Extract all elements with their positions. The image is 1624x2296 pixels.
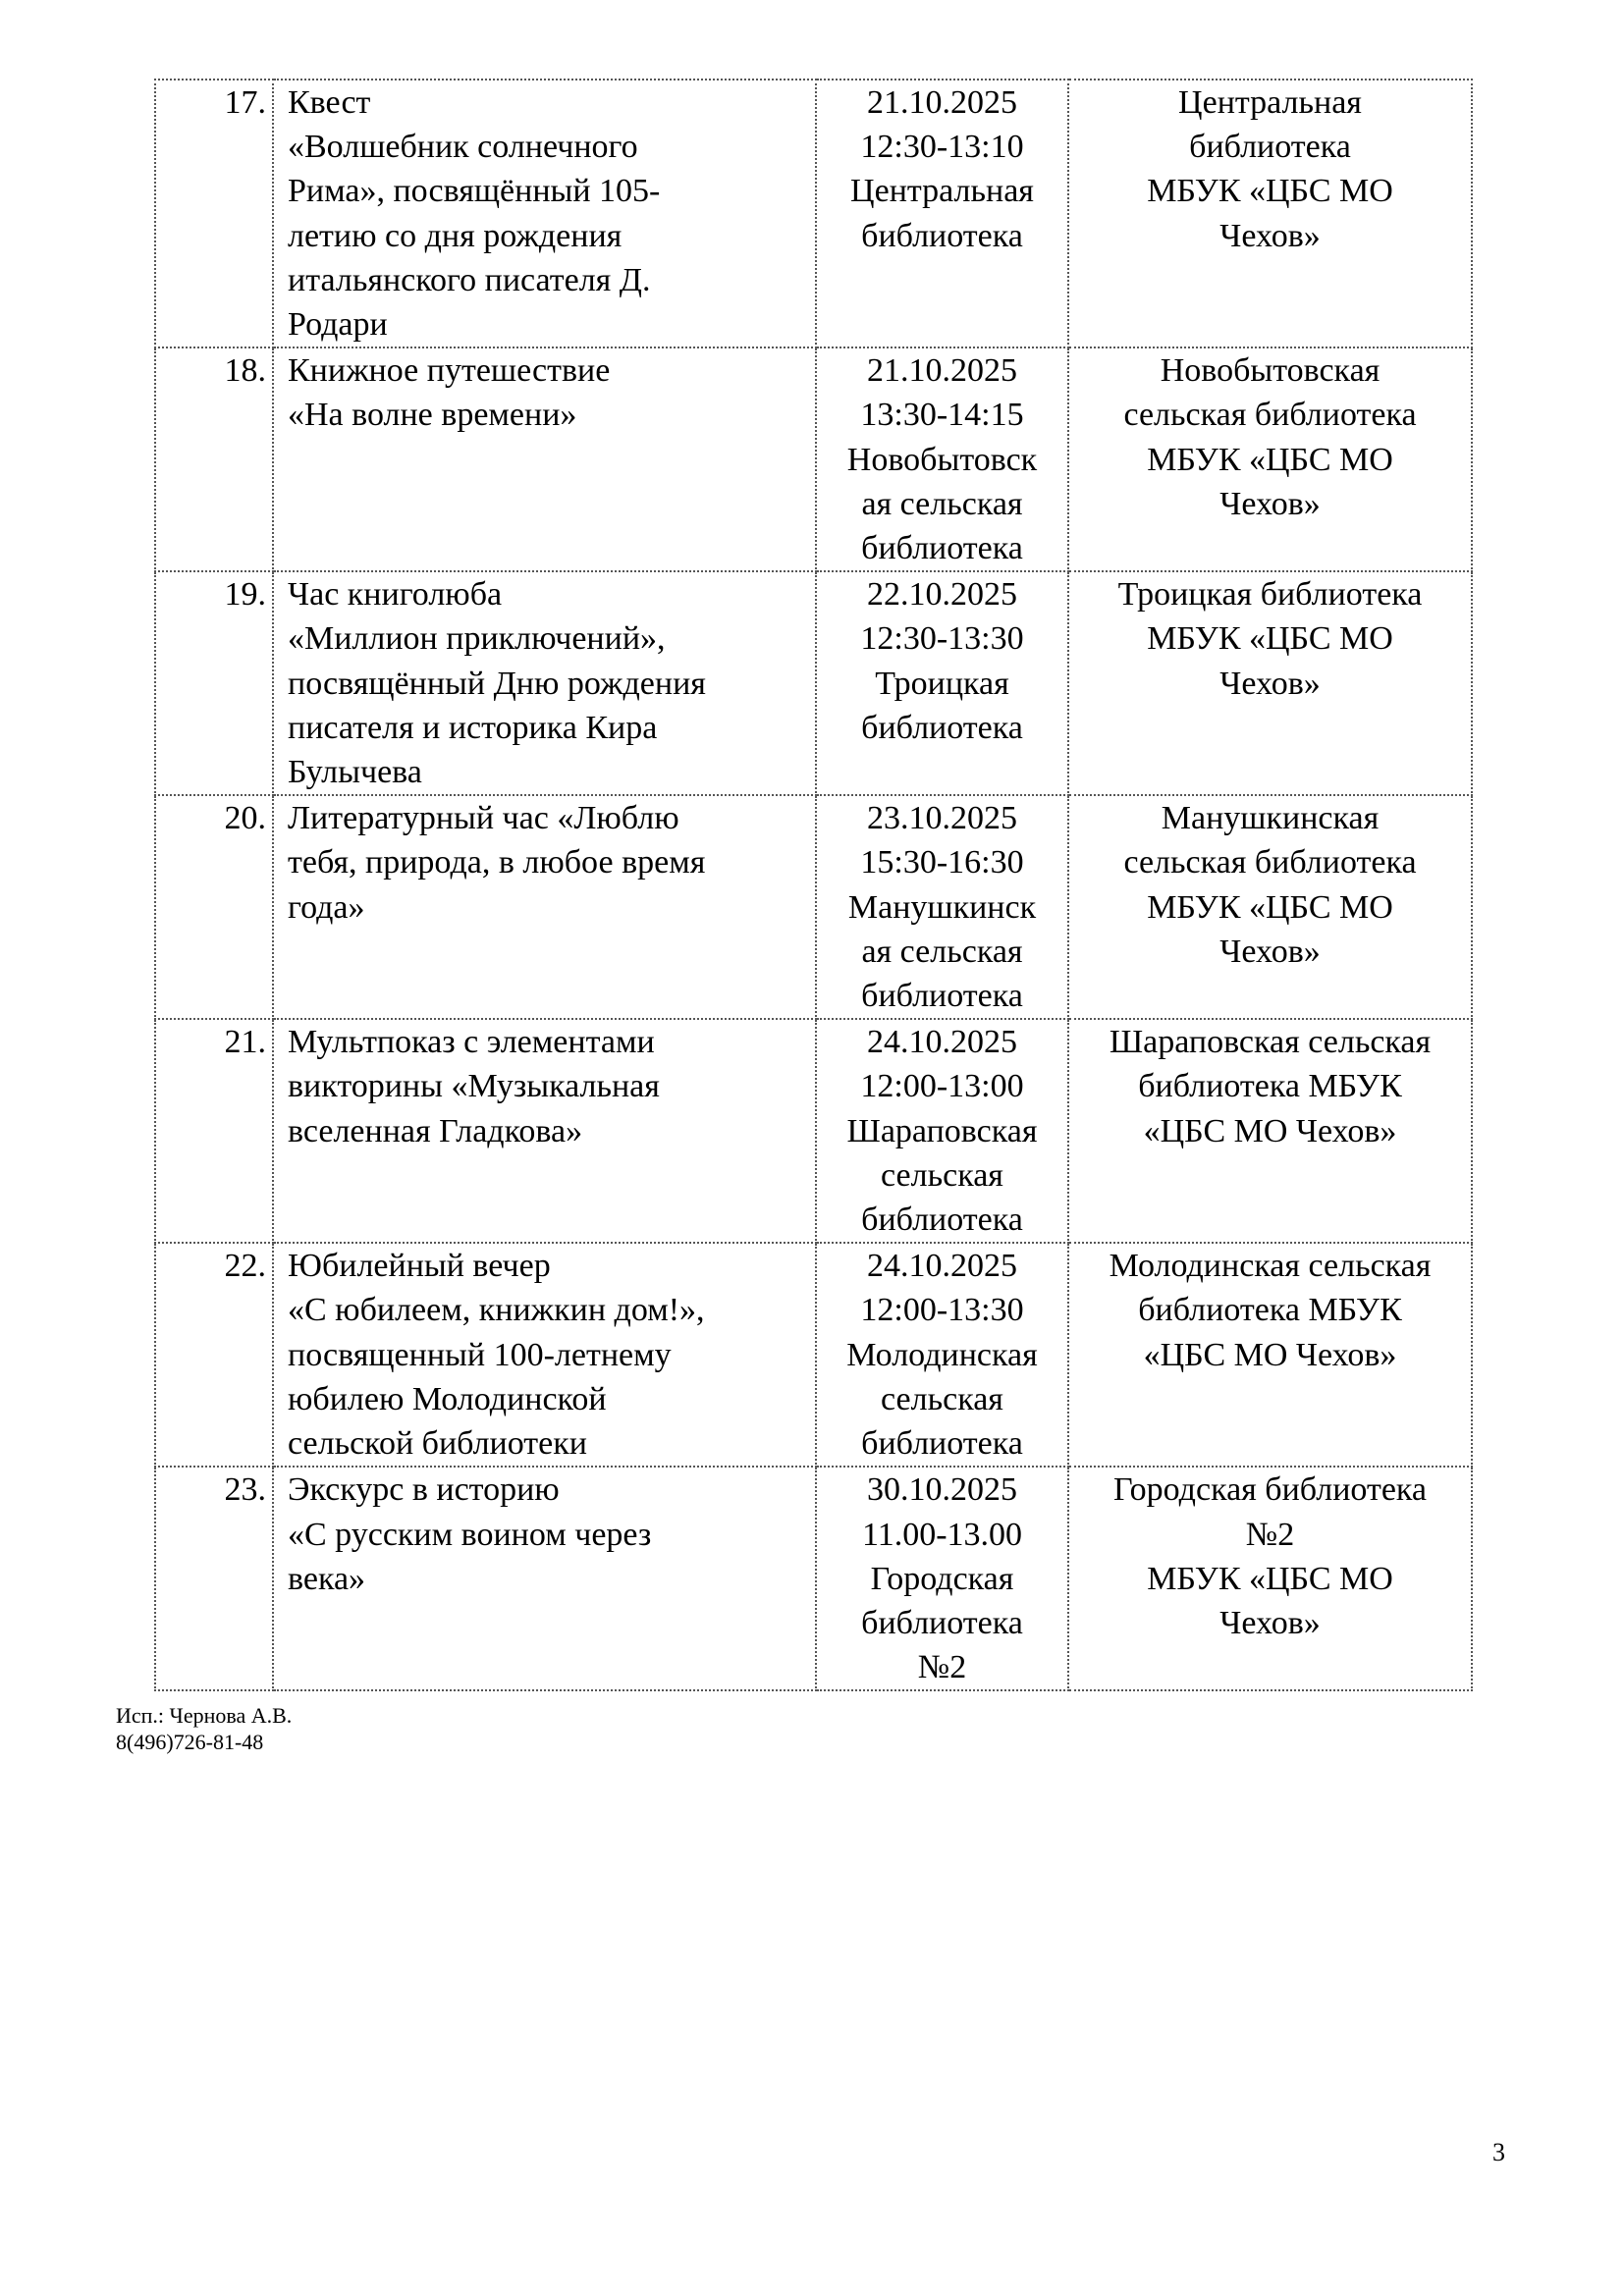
event-date-line: 24.10.2025 (867, 1248, 1017, 1285)
event-venue-line: Городская (870, 1560, 1014, 1597)
event-name-line: Книжное путешествие (288, 352, 611, 390)
event-name-line: итальянского писателя Д. (288, 261, 651, 298)
organizer-line: Шараповская сельская (1109, 1024, 1432, 1061)
row-number (155, 1467, 273, 1690)
organizer-line: сельская библиотека (1123, 844, 1417, 881)
row-number (155, 1243, 273, 1467)
event-name-line: викторины «Музыкальная (288, 1068, 660, 1105)
event-name-cell (273, 571, 816, 795)
organizer-cell (1068, 1467, 1472, 1690)
organizer-cell (1068, 571, 1472, 795)
event-venue-line: Новобытовск (846, 441, 1038, 478)
organizer-line: №2 (1245, 1516, 1295, 1553)
organizer-line: МБУК «ЦБС МО (1147, 1560, 1393, 1597)
event-name-line: Юбилейный вечер (288, 1248, 551, 1285)
event-venue-line: библиотека (861, 1425, 1023, 1463)
organizer-line: Чехов» (1219, 665, 1321, 702)
row-number (155, 80, 273, 347)
event-time-line: 13:30-14:15 (860, 397, 1024, 434)
event-date-cell (816, 795, 1068, 1019)
organizer-line: Манушкинская (1161, 800, 1380, 837)
event-venue-line: сельская (881, 1380, 1003, 1417)
events-table (154, 79, 1473, 1691)
table-row (155, 1467, 1472, 1690)
event-date-line: 21.10.2025 (867, 84, 1017, 121)
row-number (155, 795, 273, 1019)
table-row (155, 571, 1472, 795)
event-venue-line: библиотека (861, 1604, 1023, 1641)
row-number (155, 347, 273, 571)
event-venue-line: ая сельская (861, 933, 1023, 970)
page-number: 3 (1492, 2138, 1505, 2166)
organizer-cell (1068, 795, 1472, 1019)
event-time-line: 12:30-13:10 (860, 129, 1024, 166)
event-name-cell (273, 80, 816, 347)
organizer-line: Городская библиотека (1112, 1471, 1427, 1509)
event-name-line: «На волне времени» (288, 397, 577, 434)
event-name-line: «Волшебник солнечного (288, 129, 638, 166)
event-venue-line: сельская (881, 1156, 1003, 1194)
event-name-line: века» (288, 1560, 366, 1597)
organizer-line: Новобытовская (1160, 352, 1380, 390)
event-name-cell (273, 1019, 816, 1243)
event-venue-line: №2 (917, 1649, 967, 1686)
event-time-line: 12:30-13:30 (860, 620, 1024, 658)
event-date-line: 30.10.2025 (867, 1471, 1017, 1509)
organizer-line: МБУК «ЦБС МО (1147, 441, 1393, 478)
table-row (155, 347, 1472, 571)
row-number-text: 23. (224, 1471, 266, 1509)
event-date-cell (816, 571, 1068, 795)
event-venue-line: Манушкинск (847, 888, 1037, 926)
event-name-line: Булычева (288, 754, 422, 791)
row-number-text: 22. (224, 1248, 266, 1285)
organizer-line: Троицкая библиотека (1117, 576, 1423, 614)
organizer-line: библиотека МБУК (1138, 1292, 1402, 1329)
organizer-line: Чехов» (1219, 933, 1321, 970)
row-number (155, 1019, 273, 1243)
event-name-line: Квест (288, 84, 371, 121)
event-date-cell (816, 1243, 1068, 1467)
row-number-text: 20. (224, 800, 266, 837)
event-date-line: 21.10.2025 (867, 352, 1017, 390)
event-venue-line: Шараповская (846, 1112, 1038, 1149)
event-name-cell (273, 1467, 816, 1690)
event-time-line: 15:30-16:30 (860, 844, 1024, 881)
event-date-cell (816, 1467, 1068, 1690)
event-time-line: 11.00-13.00 (861, 1516, 1023, 1553)
event-name-cell (273, 347, 816, 571)
event-name-line: посвящённый Дню рождения (288, 665, 706, 702)
organizer-line: Молодинская сельская (1109, 1248, 1432, 1285)
event-venue-line: библиотека (861, 978, 1023, 1015)
table-row (155, 1243, 1472, 1467)
event-name-line: года» (288, 888, 365, 926)
organizer-cell (1068, 1243, 1472, 1467)
event-venue-line: библиотека (861, 709, 1023, 746)
event-name-line: «Миллион приключений», (288, 620, 666, 658)
event-venue-line: библиотека (861, 217, 1023, 254)
row-number-text: 19. (224, 576, 266, 614)
organizer-line: «ЦБС МО Чехов» (1143, 1112, 1397, 1149)
event-name-line: писателя и историка Кира (288, 709, 658, 746)
event-date-cell (816, 1019, 1068, 1243)
event-venue-line: библиотека (861, 1201, 1023, 1239)
row-number-text: 21. (224, 1024, 266, 1061)
organizer-line: Чехов» (1219, 485, 1321, 522)
organizer-line: Чехов» (1219, 1604, 1321, 1641)
executor-name: Исп.: Чернова А.В. (116, 1703, 293, 1728)
organizer-line: МБУК «ЦБС МО (1147, 888, 1393, 926)
event-name-line: летию со дня рождения (288, 217, 623, 254)
events-table-body (155, 80, 1472, 1690)
event-name-line: посвященный 100-летнему (288, 1336, 672, 1373)
event-date-cell (816, 80, 1068, 347)
event-name-line: Рима», посвящённый 105- (288, 173, 661, 210)
event-name-cell (273, 795, 816, 1019)
event-name-line: «С русским воином через (288, 1516, 652, 1553)
event-date-line: 24.10.2025 (867, 1024, 1017, 1061)
organizer-cell (1068, 80, 1472, 347)
event-date-line: 23.10.2025 (867, 800, 1017, 837)
organizer-line: Центральная (1178, 84, 1362, 121)
executor-phone: 8(496)726-81-48 (116, 1730, 264, 1754)
event-name-line: тебя, природа, в любое время (288, 844, 706, 881)
event-time-line: 12:00-13:30 (860, 1292, 1024, 1329)
row-number-text: 17. (224, 84, 266, 121)
event-name-line: Литературный час «Люблю (288, 800, 679, 837)
event-time-line: 12:00-13:00 (860, 1068, 1024, 1105)
event-venue-line: ая сельская (861, 485, 1023, 522)
organizer-cell (1068, 1019, 1472, 1243)
event-name-line: юбилею Молодинской (288, 1380, 607, 1417)
table-row (155, 795, 1472, 1019)
table-row (155, 80, 1472, 347)
organizer-line: МБУК «ЦБС МО (1147, 620, 1393, 658)
event-name-line: «С юбилеем, книжкин дом!», (288, 1292, 705, 1329)
event-name-line: сельской библиотеки (288, 1425, 587, 1463)
event-venue-line: библиотека (861, 530, 1023, 567)
event-name-line: Родари (288, 306, 388, 344)
organizer-line: Чехов» (1219, 217, 1321, 254)
organizer-line: МБУК «ЦБС МО (1147, 173, 1393, 210)
table-row (155, 1019, 1472, 1243)
event-name-line: вселенная Гладкова» (288, 1112, 583, 1149)
event-name-line: Час книголюба (288, 576, 503, 614)
organizer-line: сельская библиотека (1123, 397, 1417, 434)
organizer-cell (1068, 347, 1472, 571)
event-venue-line: Молодинская (846, 1336, 1038, 1373)
event-name-line: Мультпоказ с элементами (288, 1024, 655, 1061)
row-number-text: 18. (224, 352, 266, 390)
organizer-line: библиотека МБУК (1138, 1068, 1402, 1105)
event-name-cell (273, 1243, 816, 1467)
organizer-line: библиотека (1189, 129, 1351, 166)
event-venue-line: Центральная (850, 173, 1034, 210)
row-number (155, 571, 273, 795)
event-name-line: Экскурс в историю (288, 1471, 560, 1509)
executor-note (116, 1702, 292, 1755)
event-date-cell (816, 347, 1068, 571)
event-venue-line: Троицкая (875, 665, 1009, 702)
event-date-line: 22.10.2025 (867, 576, 1017, 614)
organizer-line: «ЦБС МО Чехов» (1143, 1336, 1397, 1373)
